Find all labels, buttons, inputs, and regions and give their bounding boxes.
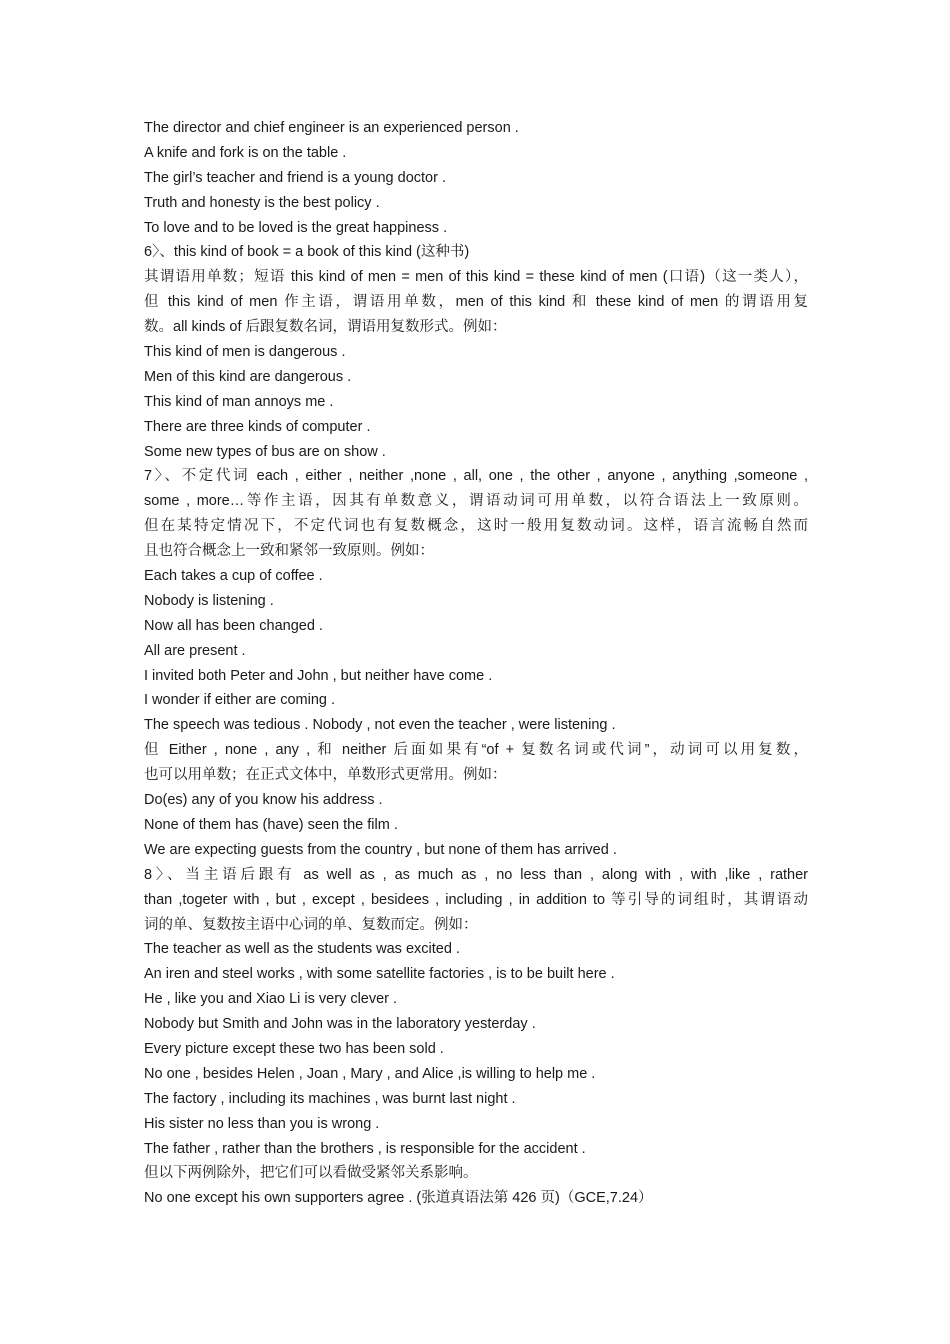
paragraph-line: 也可以用单数；在正式文体中，单数形式更常用。例如： xyxy=(144,767,507,784)
example-line: Nobody but Smith and John was in the laboratory yesterday . xyxy=(144,1016,536,1033)
example-line: This kind of men is dangerous . xyxy=(144,344,346,361)
example-line: An iren and steel works , with some satellite factories , is to be built here . xyxy=(144,966,615,983)
example-line: I invited both Peter and John , but neither have come . xyxy=(144,667,493,684)
example-line: Do(es) any of you know his address . xyxy=(144,792,383,809)
section-heading-6: 6〉、this kind of book = a book of this kind (这种书) xyxy=(144,244,470,261)
example-line: All are present . xyxy=(144,642,246,659)
example-line: The speech was tedious . Nobody , not even the teacher , were listening . xyxy=(144,717,616,734)
paragraph-line: some , more…等作主语，因其有单数意义，谓语动词可用单数，以符合语法上一致原则。 xyxy=(144,493,808,510)
example-line: I wonder if either are coming . xyxy=(144,692,336,709)
example-line: The teacher as well as the students was excited . xyxy=(144,941,460,958)
paragraph-line: than ,togeter with , but , except , besidees , including , in addition to 等引导的词组时，其谓语动 xyxy=(144,891,808,908)
example-line: His sister no less than you is wrong . xyxy=(144,1115,380,1132)
section-heading-7: 7〉、不定代词 each , either , neither ,none , all, one , the other , anyone , anything ,someone , xyxy=(144,468,808,485)
text-line: Truth and honesty is the best policy . xyxy=(144,194,380,211)
text-line: The girl’s teacher and friend is a young doctor . xyxy=(144,169,446,186)
document-page xyxy=(144,116,808,1211)
example-line: Every picture except these two has been sold . xyxy=(144,1040,444,1057)
text-line: The director and chief engineer is an experienced person . xyxy=(144,120,519,136)
example-line: The factory , including its machines , was burnt last night . xyxy=(144,1090,516,1107)
example-line: He , like you and Xiao Li is very clever . xyxy=(144,991,398,1008)
section-heading-8: 8〉、当主语后跟有 as well as , as much as , no less than , along with , with ,like , rather xyxy=(144,866,808,883)
example-line: There are three kinds of computer . xyxy=(144,418,371,435)
paragraph-line: 但在某特定情况下，不定代词也有复数概念，这时一般用复数动词。这样，语言流畅自然而 xyxy=(144,518,808,535)
paragraph-line: 词的单、复数按主语中心词的单、复数而定。例如： xyxy=(144,916,478,933)
example-line: We are expecting guests from the country , but none of them has arrived . xyxy=(144,841,617,858)
example-line: No one except his own supporters agree . (张道真语法第 426 页)（GCE,7.24） xyxy=(144,1190,653,1207)
example-line: Now all has been changed . xyxy=(144,617,323,634)
text-line: A knife and fork is on the table . xyxy=(144,144,347,161)
paragraph-line: 但 this kind of men 作主语，谓语用单数，men of this kind 和 these kind of men 的谓语用复 xyxy=(144,294,808,311)
example-line: This kind of man annoys me . xyxy=(144,393,334,410)
paragraph-line: 其谓语用单数；短语 this kind of men = men of this kind = these kind of men (口语)（这一类人）， xyxy=(144,269,808,286)
example-line: Each takes a cup of coffee . xyxy=(144,568,323,585)
text-line: To love and to be loved is the great happiness . xyxy=(144,219,448,236)
example-line: The father , rather than the brothers , is responsible for the accident . xyxy=(144,1140,586,1157)
paragraph-line: 但以下两例除外，把它们可以看做受紧邻关系影响。 xyxy=(144,1165,478,1182)
example-line: No one , besides Helen , Joan , Mary , and Alice ,is willing to help me . xyxy=(144,1065,596,1082)
example-line: Men of this kind are dangerous . xyxy=(144,368,352,385)
example-line: Some new types of bus are on show . xyxy=(144,443,386,460)
example-line: Nobody is listening . xyxy=(144,592,274,609)
paragraph-line: 数。all kinds of 后跟复数名词，谓语用复数形式。例如： xyxy=(144,319,507,336)
paragraph-line: 且也符合概念上一致和紧邻一致原则。例如： xyxy=(144,543,434,560)
paragraph-line: 但 Either , none , any , 和 neither 后面如果有“of + 复数名词或代词”，动词可以用复数， xyxy=(144,742,808,759)
example-line: None of them has (have) seen the film . xyxy=(144,816,398,833)
